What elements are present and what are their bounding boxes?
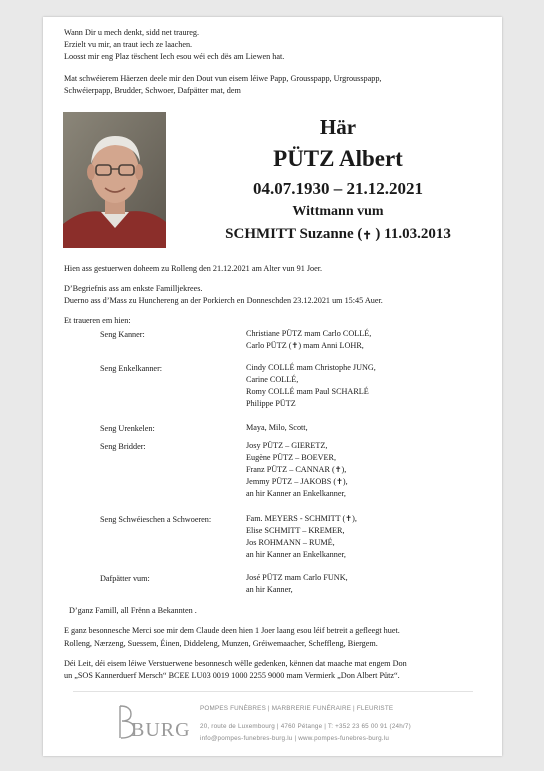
footer-services: POMPES FUNÈBRES | MARBRERIE FUNÉRAIRE | FLEURISTE [200,705,394,712]
mourner-line: Elise SCHMITT – KREMER, [246,526,345,535]
thanks-line-2: Rolleng, Nærzeng, Suessem, Éinen, Diddeleng, Munzen, Gréiwemaacher, Scheffleng, Biergem. [64,639,378,648]
group-brothers [246,440,348,500]
mourner-line: Franz PÜTZ – CANNAR (✝), [246,465,347,474]
honorific: Här [319,115,357,139]
mourner-line: Maya, Milo, Scott, [246,423,308,432]
mourner-line: José PÜTZ mam Carlo FUNK, [246,573,348,582]
spouse-name: SCHMITT Suzanne ( [225,226,363,242]
mourner-line: Christiane PÜTZ mam Carlo COLLÉ, [246,329,372,338]
group-label-brothers: Seng Bridder: [100,442,146,451]
mourner-line: Jemmy PÜTZ – JAKOBS (✝), [246,477,348,486]
group-children [246,328,371,352]
burial-line-1: D’Begriefnis ass am enkste Familljekrees. [64,284,203,293]
group-label-godfather: Dafpätter vum: [100,574,150,583]
poem-line-1: Wann Dir u mech denkt, sidd net traureg. [64,28,200,37]
portrait-image [63,112,166,248]
group-great-grandchildren [246,422,308,434]
mourner-line: an hir Kanner an Enkelkanner, [246,550,346,559]
mourner-line: Romy COLLÉ mam Paul SCHARLÉ [246,387,369,396]
burg-logo-text [131,719,191,742]
group-godfather [246,572,348,596]
deceased-name: PÜTZ Albert [273,146,403,171]
mourner-line: Jos ROHMANN – RUMÉ, [246,538,335,547]
mourner-line: an hir Kanner, [246,585,293,594]
donation-line-2: un „SOS Kannerduerf Mersch“ BCEE LU03 0019 1000 2255 9000 mam Vermierk „Don Albert Pütz“. [64,671,400,680]
mourner-line: Cindy COLLÉ mam Christophe JUNG, [246,363,376,372]
group-label-children: Seng Kanner: [100,330,145,339]
cross-icon: ✝ [362,230,372,242]
death-notice: Hien ass gestuerwen doheem zu Rolleng den 21.12.2021 am Alter vun 91 Joer. [64,264,323,273]
poem-line-2: Erzielt vu mir, an traut iech ze laachen. [64,40,193,49]
footer-contact[interactable]: info@pompes-funebres-burg.lu | www.pompes-funebres-burg.lu [200,735,390,742]
poem-line-3: Loosst mir eng Plaz tëschent Iech esou wéi ech dës am Liewen hat. [64,52,285,61]
footer-address: 20, route de Luxembourg | 4760 Pétange | T: +352 23 65 00 91 (24h/7) [200,723,411,730]
intro-line-1: Mat schwéierem Häerzen deele mir den Dout vun eisem léiwe Papp, Grousspapp, Urgrousspapp, [64,74,382,83]
thanks-line-1: E ganz besonnesche Merci soe mir dem Claude deen hien 1 Joer laang esou léif betreit a gefleegt huet. [64,626,400,635]
group-label-great-grandchildren: Seng Urenkelen: [100,424,155,433]
mourner-line: Carlo PÜTZ (✝) mam Anni LOHR, [246,341,364,350]
mourners-heading: Et traueren em hien: [64,316,131,325]
obituary-page [43,17,502,756]
mourner-line: Fam. MEYERS - SCHMITT (✝), [246,514,357,523]
widower-label: Wittmann vum [292,204,384,219]
spouse-death-date: ) 11.03.2013 [371,226,451,242]
footer-divider [73,691,473,692]
mourner-line: Carine COLLÉ, [246,375,299,384]
mourners-closing: D’ganz Famill, all Frënn a Bekannten . [69,606,197,615]
mourner-line: Eugène PÜTZ – BOEVER, [246,453,337,462]
burial-line-2: Duerno ass d’Mass zu Hunchereng an der Porkierch en Donneschden 23.12.2021 um 15:45 Auer. [64,296,383,305]
group-label-in-laws: Seng Schwéieschen a Schwoeren: [100,515,212,524]
portrait-photo [63,112,166,248]
life-dates: 04.07.1930 – 21.12.2021 [253,179,423,198]
spouse-line [183,226,493,243]
group-in-laws [246,513,357,561]
mourner-line: an hir Kanner an Enkelkanner, [246,489,346,498]
mourner-line: Philippe PÜTZ [246,399,296,408]
group-label-grandchildren: Seng Enkelkanner: [100,364,163,373]
group-grandchildren [246,362,376,410]
mourner-line: Josy PÜTZ – GIERETZ, [246,441,328,450]
burg-logo-word: BURG [131,719,191,741]
donation-line-1: Déi Leit, déi eisem léiwe Verstuerwene besonnesch wëlle gedenken, kënnen dat maache mat engem Don [64,659,407,668]
intro-line-2: Schwéierpapp, Brudder, Schwoer, Dafpätter mat, dem [64,86,241,95]
